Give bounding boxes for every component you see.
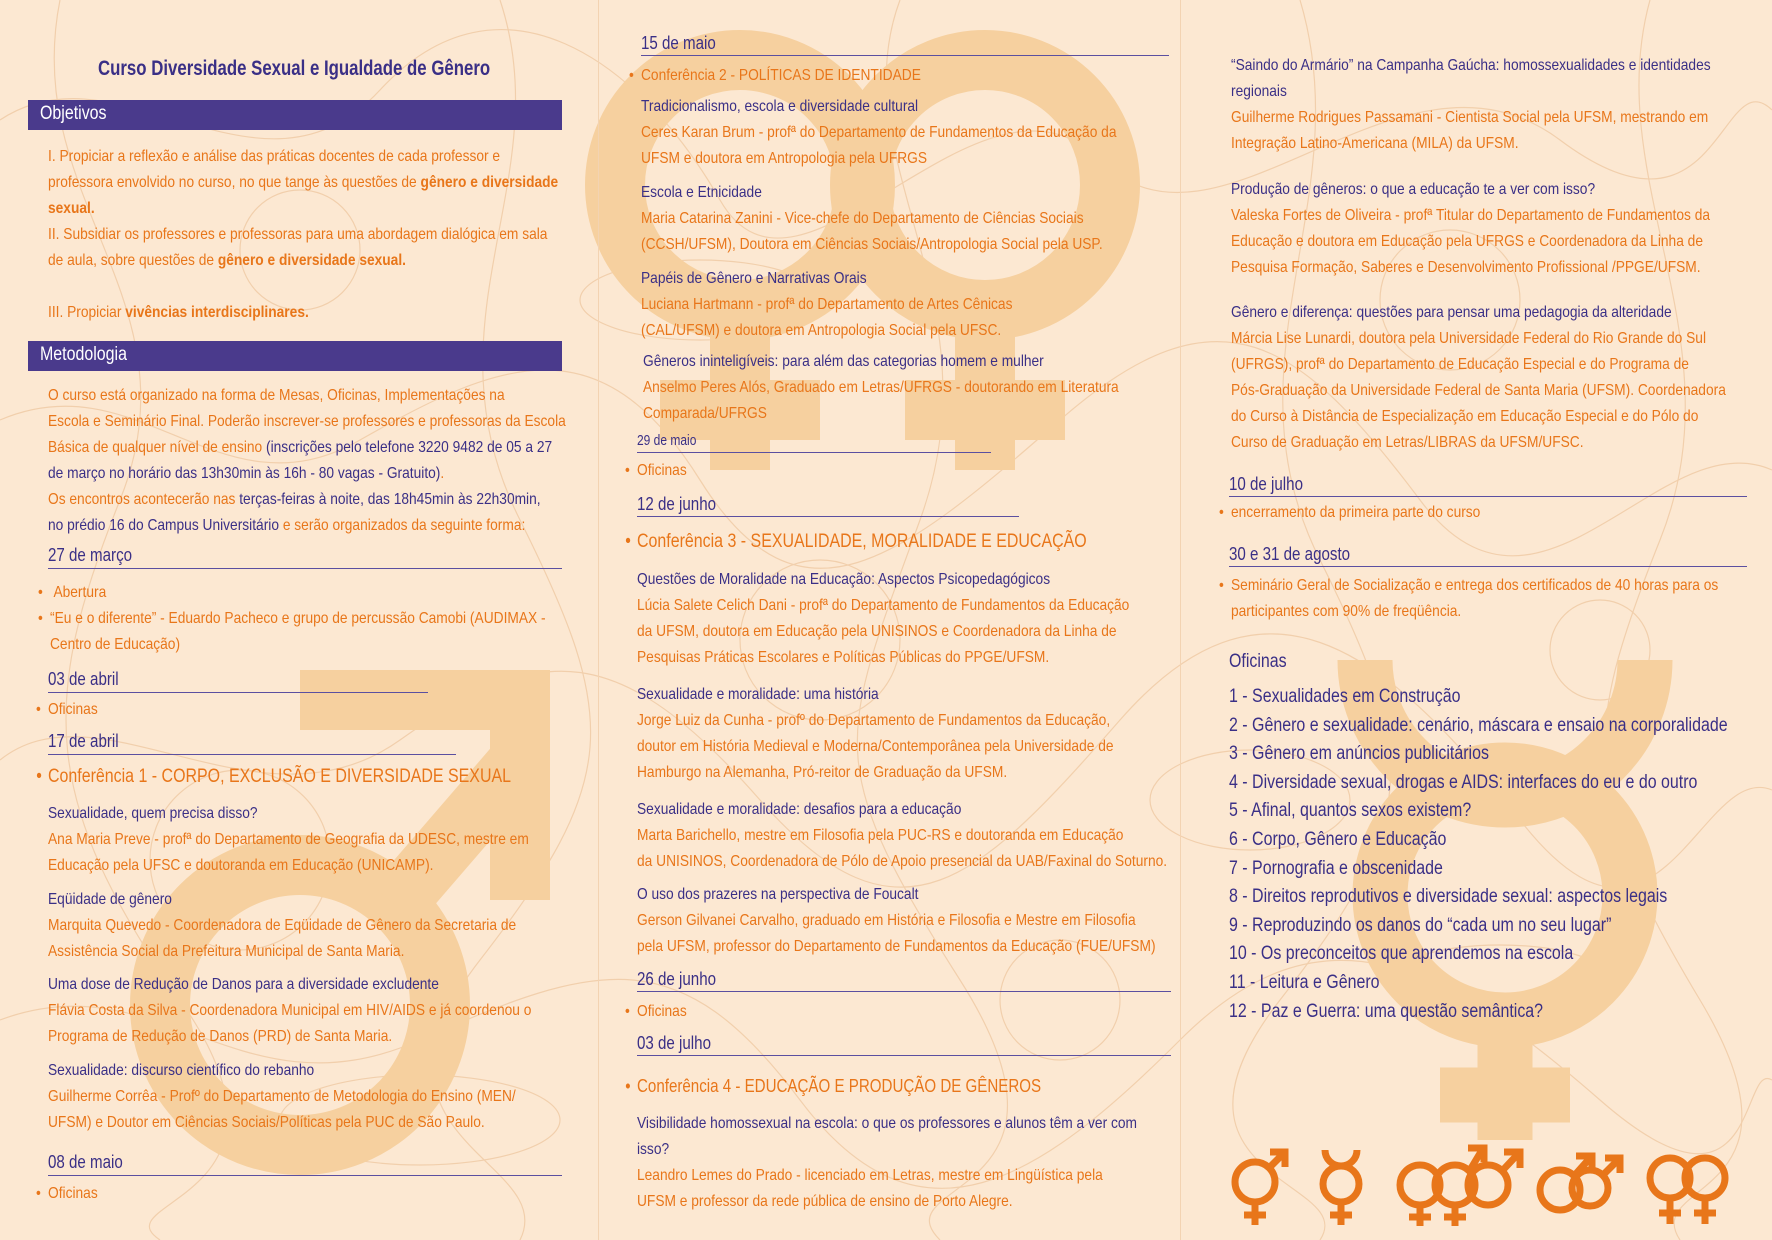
talk: Visibilidade homossexual na escola: o que os professores e alunos têm a ver com isso? Leandro Lemes do Prado - licenciado em Letras, mestre em Lingüística pela UFSM e professor da rede pública de ensino de Porto Alegre. — [637, 1115, 1137, 1210]
talk: Gênero e diferença: questões para pensar uma pedagogia da alteridade Márcia Lise Lunardi, doutora pela Universidade Federal do Rio Grande do Sul (UFRGS), profª do Departamento de Educação Especial e do Programa de Pós-Graduação da Universidade Federal de Santa Maria (UFSM). Coordenadora do Curso à Distância de Especialização em Educação Especial e do Pólo do Curso de Graduação em Letras/LIBRAS da UFSM/UFSC. — [1231, 304, 1726, 451]
list-item: 5 - Afinal, quantos sexos existem? — [1229, 800, 1472, 822]
metodologia-heading: Metodologia — [40, 344, 127, 365]
date-heading: 12 de junho — [637, 494, 717, 514]
schedule-items — [1231, 500, 1480, 526]
date-heading: 29 de maio — [637, 432, 697, 449]
date-rule — [48, 754, 456, 755]
talk: Escola e Etnicidade Maria Catarina Zanini - Vice-chefe do Departamento de Ciências Sociais (CCSH/UFSM), Doutora em Ciências Sociais/Antropologia Social pela USP. — [641, 184, 1103, 253]
list-item: • Abertura — [50, 580, 546, 606]
right-column — [1225, 0, 1745, 1240]
conference-heading: • Conferência 2 - POLÍTICAS DE IDENTIDADE — [641, 63, 921, 89]
date-heading: 10 de julho — [1229, 474, 1303, 494]
metodologia-text: O curso está organizado na forma de Mesas, Oficinas, Implementações na Escola e Seminário Final. Poderão inscrever-se professores e professoras da Escola Básica de qualquer nível de ensino (inscrições pelo telefone 3220 9482 de 05 a 27 de março no horário das 13h30min às 16h - 80 vagas - Gratuito). Os encontros acontecerão nas terças-feiras à noite, das 18h45min às 22h30min, no prédio 16 do Campus Universitário e serão organizados da seguinte forma: — [48, 387, 566, 534]
list-item: Centro de Educação) — [50, 636, 181, 653]
date-heading: 17 de abril — [48, 731, 119, 751]
list-item: 8 - Direitos reprodutivos e diversidade sexual: aspectos legais — [1229, 886, 1668, 908]
oficinas-list — [1229, 683, 1728, 1026]
schedule-items — [1231, 573, 1718, 625]
talk: Eqüidade de gênero Marquita Quevedo - Coordenadora de Eqüidade de Gênero da Secretaria de Assistência Social da Prefeitura Municipal de Santa Maria. — [48, 891, 517, 960]
list-item: 4 - Diversidade sexual, drogas e AIDS: interfaces do eu e do outro — [1229, 771, 1698, 793]
list-item: • Oficinas — [637, 458, 687, 484]
list-item: • Oficinas — [48, 1181, 98, 1207]
date-rule — [637, 1055, 1171, 1056]
talk: Papéis de Gênero e Narrativas Orais Luciana Hartmann - profª do Departamento de Artes Cênicas (CAL/UFSM) e doutora em Antropologia Social pela UFSC. — [641, 270, 1013, 339]
talk: Sexualidade e moralidade: desafios para a educação Marta Barichello, mestre em Filosofia pela PUC-RS e doutoranda em Educação da UNISINOS, Coordenadora de Pólo de Apoio presencial da UAB/Faxinal do Soturno. — [637, 801, 1168, 870]
date-heading: 30 e 31 de agosto — [1229, 544, 1351, 564]
course-title: Curso Diversidade Sexual e Igualdade de Gênero — [98, 57, 491, 80]
date-rule — [48, 568, 562, 569]
talk: Sexualidade e moralidade: uma história Jorge Luiz da Cunha - profº do Departamento de Fundamentos da Educação, doutor em História Medieval e Moderna/Contemporânea pela Universidade de Hamburgo na Alemanha, Pró-reitor de Graduação da UFSM. — [637, 686, 1114, 781]
date-rule — [637, 516, 1019, 517]
talk: Produção de gêneros: o que a educação te a ver com isso? Valeska Fortes de Oliveira - profª Titular do Departamento de Fundamentos da Educação e doutora em Educação pela UFRGS e Coordenadora da Linha de Pesquisa Formação, Saberes e Desenvolvimento Profissional /PPGE/UFSM. — [1231, 181, 1711, 276]
objetivo-3: III. Propiciar vivências interdisciplinares. — [48, 304, 309, 321]
date-rule — [48, 692, 428, 693]
oficinas-title: Oficinas — [1229, 651, 1287, 672]
date-heading: 03 de julho — [637, 1033, 711, 1053]
objetivos-heading: Objetivos — [40, 103, 107, 124]
list-item: • Seminário Geral de Socialização e entrega dos certificados de 40 horas para os — [1231, 573, 1718, 599]
list-item: 12 - Paz e Guerra: uma questão semântica? — [1229, 1000, 1544, 1022]
talk: Gêneros ininteligíveis: para além das categorias homem e mulher Anselmo Peres Alós, Graduado em Letras/UFRGS - doutorando em Literatura Comparada/UFRGS — [643, 353, 1119, 422]
date-rule — [637, 452, 991, 453]
date-heading: 08 de maio — [48, 1152, 123, 1172]
schedule-items — [48, 1181, 98, 1207]
list-item: • “Eu e o diferente” - Eduardo Pacheco e grupo de percussão Camobi (AUDIMAX - — [50, 606, 546, 632]
date-rule — [637, 991, 1171, 992]
schedule-items — [637, 458, 687, 484]
conference-heading: • Conferência 4 - EDUCAÇÃO E PRODUÇÃO DE GÊNEROS — [637, 1073, 1041, 1099]
date-heading: 15 de maio — [641, 33, 716, 53]
metodologia-header — [28, 341, 562, 371]
list-item: participantes com 90% de freqüência. — [1231, 603, 1462, 620]
left-column — [28, 0, 568, 1240]
list-item: 6 - Corpo, Gênero e Educação — [1229, 828, 1447, 850]
list-item: • Oficinas — [48, 697, 98, 723]
schedule-items — [50, 580, 546, 658]
list-item: • encerramento da primeira parte do curso — [1231, 500, 1480, 526]
talk: Tradicionalismo, escola e diversidade cultural Ceres Karan Brum - profª do Departamento de Fundamentos da Educação da UFSM e doutora em Antropologia pela UFRGS — [641, 98, 1117, 167]
talk: “Saindo do Armário” na Campanha Gaúcha: homossexualidades e identidades regionais Guilherme Rodrigues Passamani - Cientista Social pela UFSM, mestrando em Integração Latino-Americana (MILA) da UFSM. — [1231, 57, 1711, 152]
list-item: 2 - Gênero e sexualidade: cenário, máscara e ensaio na corporalidade — [1229, 714, 1728, 736]
middle-column — [625, 0, 1185, 1240]
date-rule — [48, 1175, 562, 1176]
column-divider — [598, 0, 599, 1240]
list-item: • Oficinas — [637, 999, 687, 1025]
list-item: 10 - Os preconceitos que aprendemos na escola — [1229, 943, 1574, 965]
talk: O uso dos prazeres na perspectiva de Foucalt Gerson Gilvanei Carvalho, graduado em História e Filosofia e Mestre em Filosofia pela UFSM, professor do Departamento de Fundamentos da Educação (FUE/UFSM) — [637, 886, 1156, 955]
talk: Sexualidade: discurso científico do rebanho Guilherme Corrêa - Profº do Departamento de Metodologia do Ensino (MEN/ UFSM) e Doutor em Ciências Sociais/Políticas pela PUC de São Paulo. — [48, 1062, 516, 1131]
conference-heading: • Conferência 3 - SEXUALIDADE, MORALIDADE E EDUCAÇÃO — [637, 529, 1087, 555]
date-rule — [1229, 566, 1747, 567]
talk: Questões de Moralidade na Educação: Aspectos Psicopedagógicos Lúcia Salete Celich Dani - profª do Departamento de Fundamentos da Educação da UFSM, doutora em Educação pela UNISINOS e Coordenadora da Linha de Pesquisas Práticas Escolares e Políticas Públicas do PPGE/UFSM. — [637, 571, 1130, 666]
date-heading: 27 de março — [48, 545, 133, 565]
date-rule — [1229, 496, 1747, 497]
list-item: 9 - Reproduzindo os danos do “cada um no seu lugar” — [1229, 914, 1612, 936]
schedule-items — [637, 999, 687, 1025]
list-item: 1 - Sexualidades em Construção — [1229, 686, 1461, 707]
list-item: 11 - Leitura e Gênero — [1229, 971, 1380, 993]
date-heading: 26 de junho — [637, 969, 717, 989]
list-item: 3 - Gênero em anúncios publicitários — [1229, 743, 1489, 765]
date-rule — [641, 55, 1169, 56]
objetivo-1: I. Propiciar a reflexão e análise das práticas docentes de cada professor e professora envolvido no curso, no que tange às questões de gênero e diversidade sexual. II. Subsidiar os professores e professoras para uma abordagem dialógica em sala de aula, sobre questões de gênero e diversidade sexual. — [48, 148, 559, 269]
schedule-items — [48, 697, 98, 723]
list-item: 7 - Pornografia e obscenidade — [1229, 857, 1443, 879]
talk: Sexualidade, quem precisa disso? Ana Maria Preve - profª do Departamento de Geografia da UDESC, mestre em Educação pela UFSC e doutoranda em Educação (UNICAMP). — [48, 805, 529, 874]
conference-heading: • Conferência 1 - CORPO, EXCLUSÃO E DIVERSIDADE SEXUAL — [48, 764, 511, 790]
talk: Uma dose de Redução de Danos para a diversidade excludente Flávia Costa da Silva - Coordenadora Municipal em HIV/AIDS e já coordenou o Programa de Redução de Danos (PRD) de Santa Maria. — [48, 976, 532, 1045]
objetivos-header — [28, 100, 562, 130]
date-heading: 03 de abril — [48, 669, 119, 689]
